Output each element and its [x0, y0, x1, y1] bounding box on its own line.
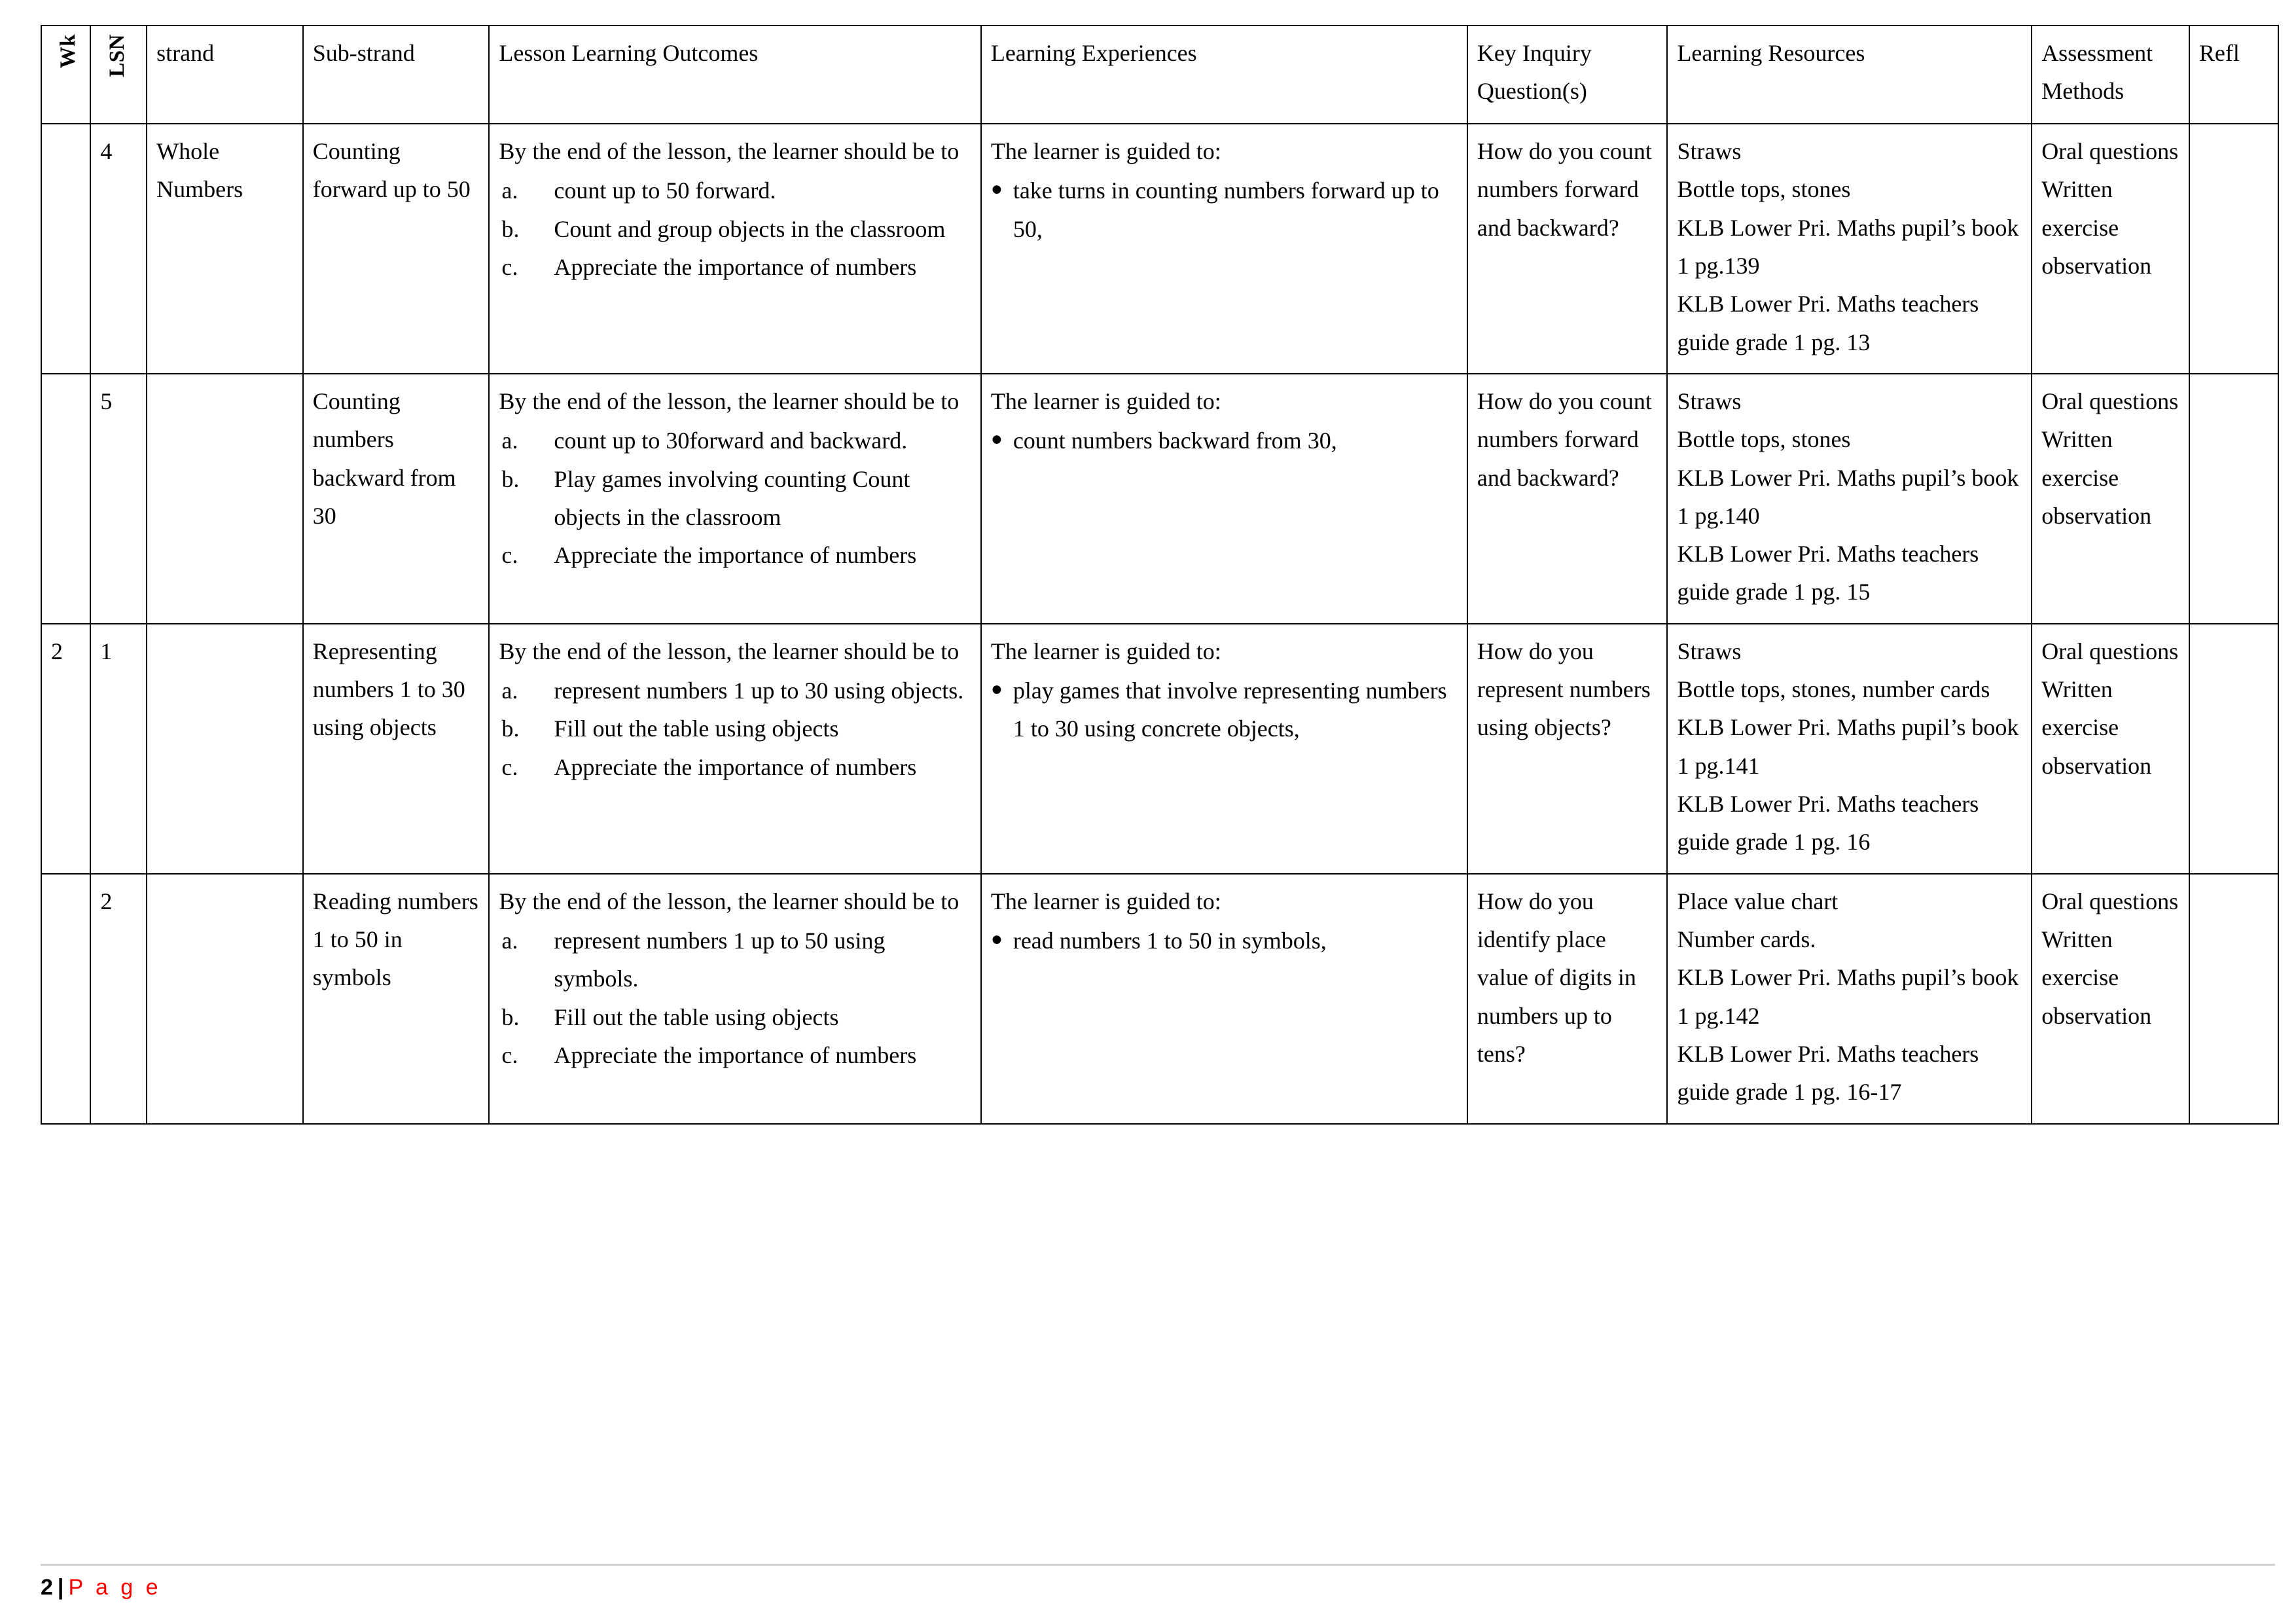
outcome-text: Appreciate the importance of numbers: [554, 542, 917, 569]
experience-item: [991, 922, 1458, 960]
outcomes-list: [499, 422, 971, 574]
outcome-item: [499, 171, 971, 209]
cell-strand: [147, 624, 303, 874]
outcome-text: Appreciate the importance of numbers: [554, 753, 917, 780]
assessment-line: observation: [2041, 252, 2152, 279]
outcome-text: Appreciate the importance of numbers: [554, 253, 917, 280]
cell-reflection: [2189, 874, 2278, 1124]
outcome-text: count up to 50 forward.: [554, 177, 776, 204]
resource-line: Bottle tops, stones: [1677, 426, 1851, 453]
column-header-wk-label: Wk: [56, 34, 80, 69]
cell-lesson-number: 1: [90, 624, 147, 874]
page-footer: [41, 1564, 2267, 1600]
column-header-refl: Refl: [2189, 26, 2278, 124]
outcome-marker: c.: [501, 1041, 518, 1068]
table-row: [41, 374, 2278, 624]
cell-strand: [147, 874, 303, 1124]
outcome-text: Fill out the table using objects: [554, 1003, 839, 1030]
table-row: [41, 874, 2278, 1124]
cell-reflection: [2189, 124, 2278, 374]
column-header-learning-resources: Learning Resources: [1667, 26, 2032, 124]
outcome-marker: a.: [501, 677, 518, 704]
assessment-line: Oral questions: [2041, 888, 2179, 914]
outcomes-intro: By the end of the lesson, the learner should be to: [499, 388, 960, 414]
experiences-list: [991, 422, 1458, 460]
outcome-marker: b.: [501, 215, 520, 242]
outcome-text: represent numbers 1 up to 30 using objects.: [554, 677, 964, 704]
assessment-line: Written exercise: [2041, 676, 2119, 741]
outcome-item: [499, 748, 971, 786]
cell-assessment-methods: [2032, 874, 2189, 1124]
cell-assessment-methods: [2032, 374, 2189, 624]
outcome-text: Count and group objects in the classroom: [554, 215, 946, 242]
outcomes-intro: By the end of the lesson, the learner should be to: [499, 638, 960, 664]
cell-lesson-number: 4: [90, 124, 147, 374]
assessment-line: observation: [2041, 1002, 2152, 1029]
column-header-lesson-learning-outcomes: Lesson Learning Outcomes: [489, 26, 980, 124]
cell-learning-experiences: [981, 374, 1467, 624]
cell-week: [41, 124, 90, 374]
resource-line: Bottle tops, stones: [1677, 176, 1851, 203]
column-header-strand: strand: [147, 26, 303, 124]
cell-lesson-number: 2: [90, 874, 147, 1124]
assessment-line: Written exercise: [2041, 926, 2119, 991]
table-body: [41, 124, 2278, 1124]
experiences-list: [991, 672, 1458, 748]
cell-reflection: [2189, 374, 2278, 624]
assessment-line: Written exercise: [2041, 176, 2119, 241]
assessment-line: Oral questions: [2041, 638, 2179, 664]
experience-text: play games that involve representing numbers 1 to 30 using concrete objects,: [1013, 677, 1447, 742]
cell-lesson-number: 5: [90, 374, 147, 624]
resource-line: KLB Lower Pri. Maths pupil’s book 1 pg.140: [1677, 464, 2019, 529]
column-header-assessment-methods: Assessment Methods: [2032, 26, 2189, 124]
cell-lesson-learning-outcomes: [489, 624, 980, 874]
outcome-text: represent numbers 1 up to 50 using symbols.: [554, 927, 886, 992]
assessment-line: Oral questions: [2041, 388, 2179, 414]
experience-item: [991, 422, 1458, 460]
cell-learning-experiences: [981, 624, 1467, 874]
outcome-marker: b.: [501, 465, 520, 492]
outcome-item: [499, 710, 971, 748]
outcome-item: [499, 248, 971, 286]
resource-line: KLB Lower Pri. Maths teachers guide grade 1 pg. 16-17: [1677, 1040, 1979, 1106]
column-header-key-inquiry-questions: Key Inquiry Question(s): [1467, 26, 1668, 124]
bullet-icon: ●: [990, 678, 1003, 700]
outcome-item: [499, 998, 971, 1036]
cell-learning-resources: [1667, 624, 2032, 874]
cell-learning-resources: [1667, 874, 2032, 1124]
outcome-marker: c.: [501, 542, 518, 569]
table-row: [41, 124, 2278, 374]
cell-sub-strand: Counting forward up to 50: [303, 124, 490, 374]
experiences-list: [991, 171, 1458, 248]
cell-learning-resources: [1667, 374, 2032, 624]
footer-separator: |: [57, 1575, 65, 1600]
experiences-intro: The learner is guided to:: [990, 638, 1221, 664]
cell-strand: [147, 374, 303, 624]
outcome-item: [499, 210, 971, 248]
assessment-line: observation: [2041, 752, 2152, 779]
experience-text: read numbers 1 to 50 in symbols,: [1013, 927, 1327, 954]
resource-line: KLB Lower Pri. Maths pupil’s book 1 pg.141: [1677, 714, 2019, 779]
outcome-item: [499, 922, 971, 998]
cell-sub-strand: Counting numbers backward from 30: [303, 374, 490, 624]
table-row: [41, 624, 2278, 874]
column-header-sub-strand: Sub-strand: [303, 26, 490, 124]
cell-key-inquiry-question: How do you count numbers forward and backward?: [1467, 374, 1668, 624]
cell-learning-experiences: [981, 874, 1467, 1124]
resource-line: KLB Lower Pri. Maths pupil’s book 1 pg.139: [1677, 214, 2019, 279]
assessment-line: Written exercise: [2041, 426, 2119, 491]
outcomes-list: [499, 672, 971, 786]
table-header-row: [41, 26, 2278, 124]
outcomes-intro: By the end of the lesson, the learner should be to: [499, 138, 960, 164]
column-header-lsn: [90, 26, 147, 124]
outcome-item: [499, 422, 971, 460]
cell-week: [41, 374, 90, 624]
outcome-text: Fill out the table using objects: [554, 715, 839, 742]
column-header-learning-experiences: Learning Experiences: [981, 26, 1467, 124]
footer-page-label: P a g e: [68, 1575, 162, 1600]
experience-item: [991, 171, 1458, 248]
outcome-marker: c.: [501, 253, 518, 280]
outcome-text: Play games involving counting Count objects in the classroom: [554, 465, 910, 530]
column-header-wk: [41, 26, 90, 124]
outcome-marker: b.: [501, 715, 520, 742]
outcomes-list: [499, 171, 971, 286]
footer-page-number: 2: [41, 1575, 54, 1600]
cell-lesson-learning-outcomes: [489, 874, 980, 1124]
resource-line: KLB Lower Pri. Maths pupil’s book 1 pg.142: [1677, 964, 2019, 1029]
footer-divider: [41, 1564, 2275, 1566]
outcome-marker: b.: [501, 1003, 520, 1030]
experiences-intro: The learner is guided to:: [990, 138, 1221, 164]
experiences-list: [991, 922, 1458, 960]
cell-sub-strand: Representing numbers 1 to 30 using objects: [303, 624, 490, 874]
outcomes-list: [499, 922, 971, 1074]
resource-line: Bottle tops, stones, number cards: [1677, 676, 1990, 703]
experiences-intro: The learner is guided to:: [990, 388, 1221, 414]
outcome-marker: a.: [501, 177, 518, 204]
cell-week: 2: [41, 624, 90, 874]
experiences-intro: The learner is guided to:: [990, 888, 1221, 914]
cell-key-inquiry-question: How do you count numbers forward and backward?: [1467, 124, 1668, 374]
cell-learning-resources: [1667, 124, 2032, 374]
bullet-icon: ●: [990, 178, 1003, 200]
outcome-item: [499, 1036, 971, 1074]
outcome-text: Appreciate the importance of numbers: [554, 1041, 917, 1068]
cell-sub-strand: Reading numbers 1 to 50 in symbols: [303, 874, 490, 1124]
assessment-line: Oral questions: [2041, 138, 2179, 164]
bullet-icon: ●: [990, 428, 1003, 450]
cell-lesson-learning-outcomes: [489, 124, 980, 374]
column-header-lsn-label: LSN: [105, 34, 130, 77]
cell-reflection: [2189, 624, 2278, 874]
assessment-line: observation: [2041, 502, 2152, 529]
outcome-marker: a.: [501, 427, 518, 454]
outcome-item: [499, 672, 971, 710]
outcome-item: [499, 460, 971, 537]
bullet-icon: ●: [990, 928, 1003, 950]
scheme-of-work-table: [41, 25, 2279, 1125]
cell-assessment-methods: [2032, 124, 2189, 374]
experience-item: [991, 672, 1458, 748]
outcome-item: [499, 536, 971, 574]
outcome-text: count up to 30forward and backward.: [554, 427, 908, 454]
cell-key-inquiry-question: How do you identify place value of digits in numbers up to tens?: [1467, 874, 1668, 1124]
resource-line: KLB Lower Pri. Maths teachers guide grade 1 pg. 13: [1677, 291, 1979, 355]
cell-assessment-methods: [2032, 624, 2189, 874]
resource-line: KLB Lower Pri. Maths teachers guide grade 1 pg. 16: [1677, 791, 1979, 856]
resource-line: Number cards.: [1677, 926, 1816, 952]
experience-text: take turns in counting numbers forward up to 50,: [1013, 177, 1439, 242]
footer-page-indicator: [41, 1575, 2267, 1600]
cell-lesson-learning-outcomes: [489, 374, 980, 624]
resource-line: Place value chart: [1677, 888, 1839, 914]
outcome-marker: c.: [501, 753, 518, 780]
experience-text: count numbers backward from 30,: [1013, 427, 1337, 454]
cell-learning-experiences: [981, 124, 1467, 374]
outcomes-intro: By the end of the lesson, the learner should be to: [499, 888, 960, 914]
cell-key-inquiry-question: How do you represent numbers using objects?: [1467, 624, 1668, 874]
resource-line: Straws: [1677, 388, 1742, 414]
resource-line: KLB Lower Pri. Maths teachers guide grade 1 pg. 15: [1677, 541, 1979, 605]
cell-week: [41, 874, 90, 1124]
outcome-marker: a.: [501, 927, 518, 954]
cell-strand: Whole Numbers: [147, 124, 303, 374]
resource-line: Straws: [1677, 638, 1742, 664]
resource-line: Straws: [1677, 138, 1742, 164]
